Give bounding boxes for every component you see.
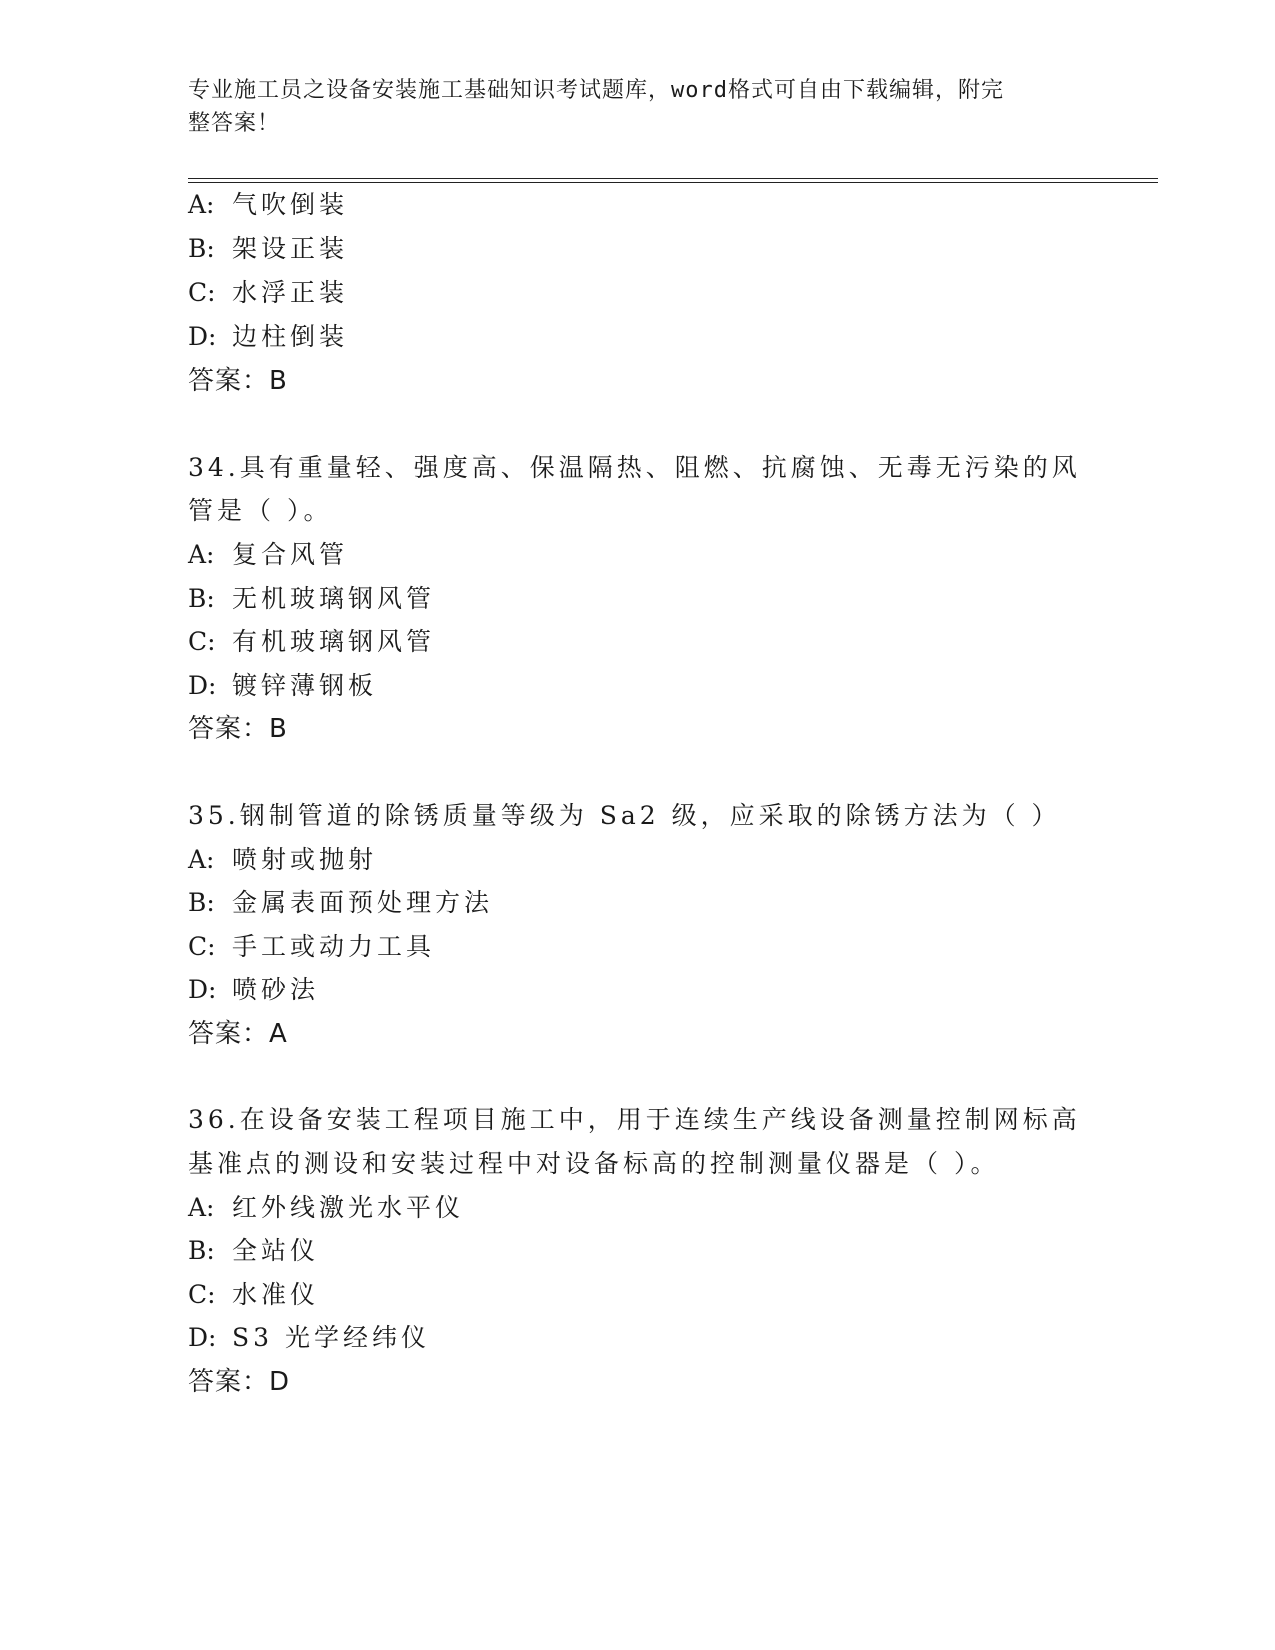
option-text: 金属表面预处理方法: [232, 888, 494, 917]
option-text: 边柱倒装: [232, 322, 349, 351]
option-letter: C:: [188, 627, 216, 656]
option-letter: B:: [188, 1236, 215, 1265]
q36-option-b: [188, 1234, 319, 1268]
q36-answer: 答案：D: [188, 1367, 291, 1397]
option-letter: D:: [188, 1323, 217, 1352]
option-letter: C:: [188, 1280, 216, 1309]
q36-option-c: [188, 1278, 319, 1312]
q34-answer: 答案：B: [188, 714, 288, 744]
option-text: 架设正装: [232, 234, 349, 263]
option-text: 水浮正装: [232, 278, 349, 307]
option-text: S3 光学经纬仪: [232, 1323, 430, 1352]
option-letter: D:: [188, 671, 217, 700]
q36-option-a: [188, 1191, 464, 1225]
q33-option-a: [188, 188, 348, 222]
q33-option-d: [188, 320, 348, 354]
document-header: [188, 74, 1068, 140]
option-letter: B:: [188, 888, 215, 917]
q33-answer: 答案：B: [188, 366, 288, 396]
option-letter: C:: [188, 278, 216, 307]
option-text: 喷射或抛射: [232, 845, 378, 874]
q34-option-b: [188, 582, 435, 616]
q33-option-c: [188, 276, 348, 310]
q36-stem-line-1: 36.在设备安装工程项目施工中，用于连续生产线设备测量控制网标高: [188, 1105, 1081, 1134]
option-letter: B:: [188, 234, 215, 263]
option-letter: A:: [188, 190, 215, 219]
q35-option-b: [188, 886, 493, 920]
option-letter: C:: [188, 932, 216, 961]
option-text: 无机玻璃钢风管: [232, 584, 436, 613]
q34-stem-line-2: 管是（ ）。: [188, 496, 333, 525]
option-text: 水准仪: [232, 1280, 320, 1309]
q34-stem-line-1: 34.具有重量轻、强度高、保温隔热、阻燃、抗腐蚀、无毒无污染的风: [188, 453, 1081, 482]
option-letter: D:: [188, 322, 217, 351]
q34-option-d: [188, 669, 377, 703]
option-letter: A:: [188, 845, 215, 874]
option-text: 复合风管: [232, 540, 349, 569]
q36-option-d: [188, 1321, 430, 1355]
q35-stem-line-1: 35.钢制管道的除锈质量等级为 Sa2 级，应采取的除锈方法为（ ）: [188, 801, 1061, 830]
option-text: 手工或动力工具: [232, 932, 436, 961]
header-divider: [188, 178, 1158, 183]
q35-answer: 答案：A: [188, 1019, 288, 1049]
option-text: 喷砂法: [232, 975, 320, 1004]
q33-option-b: [188, 232, 348, 266]
option-letter: A:: [188, 1193, 215, 1222]
q34-option-a: [188, 538, 348, 572]
q35-option-c: [188, 930, 435, 964]
option-letter: D:: [188, 975, 217, 1004]
q34-option-c: [188, 625, 435, 659]
header-line-2: 整答案！: [188, 111, 281, 136]
q35-option-a: [188, 843, 377, 877]
option-text: 有机玻璃钢风管: [232, 627, 436, 656]
option-letter: A:: [188, 540, 215, 569]
option-letter: B:: [188, 584, 215, 613]
q36-stem-line-2: 基准点的测设和安装过程中对设备标高的控制测量仪器是（ ）。: [188, 1149, 1000, 1178]
option-text: 气吹倒装: [232, 190, 349, 219]
option-text: 红外线激光水平仪: [232, 1193, 465, 1222]
header-line-1: 专业施工员之设备安装施工基础知识考试题库，word格式可自由下载编辑，附完: [188, 78, 1004, 103]
option-text: 镀锌薄钢板: [232, 671, 378, 700]
q35-option-d: [188, 973, 319, 1007]
option-text: 全站仪: [232, 1236, 320, 1265]
